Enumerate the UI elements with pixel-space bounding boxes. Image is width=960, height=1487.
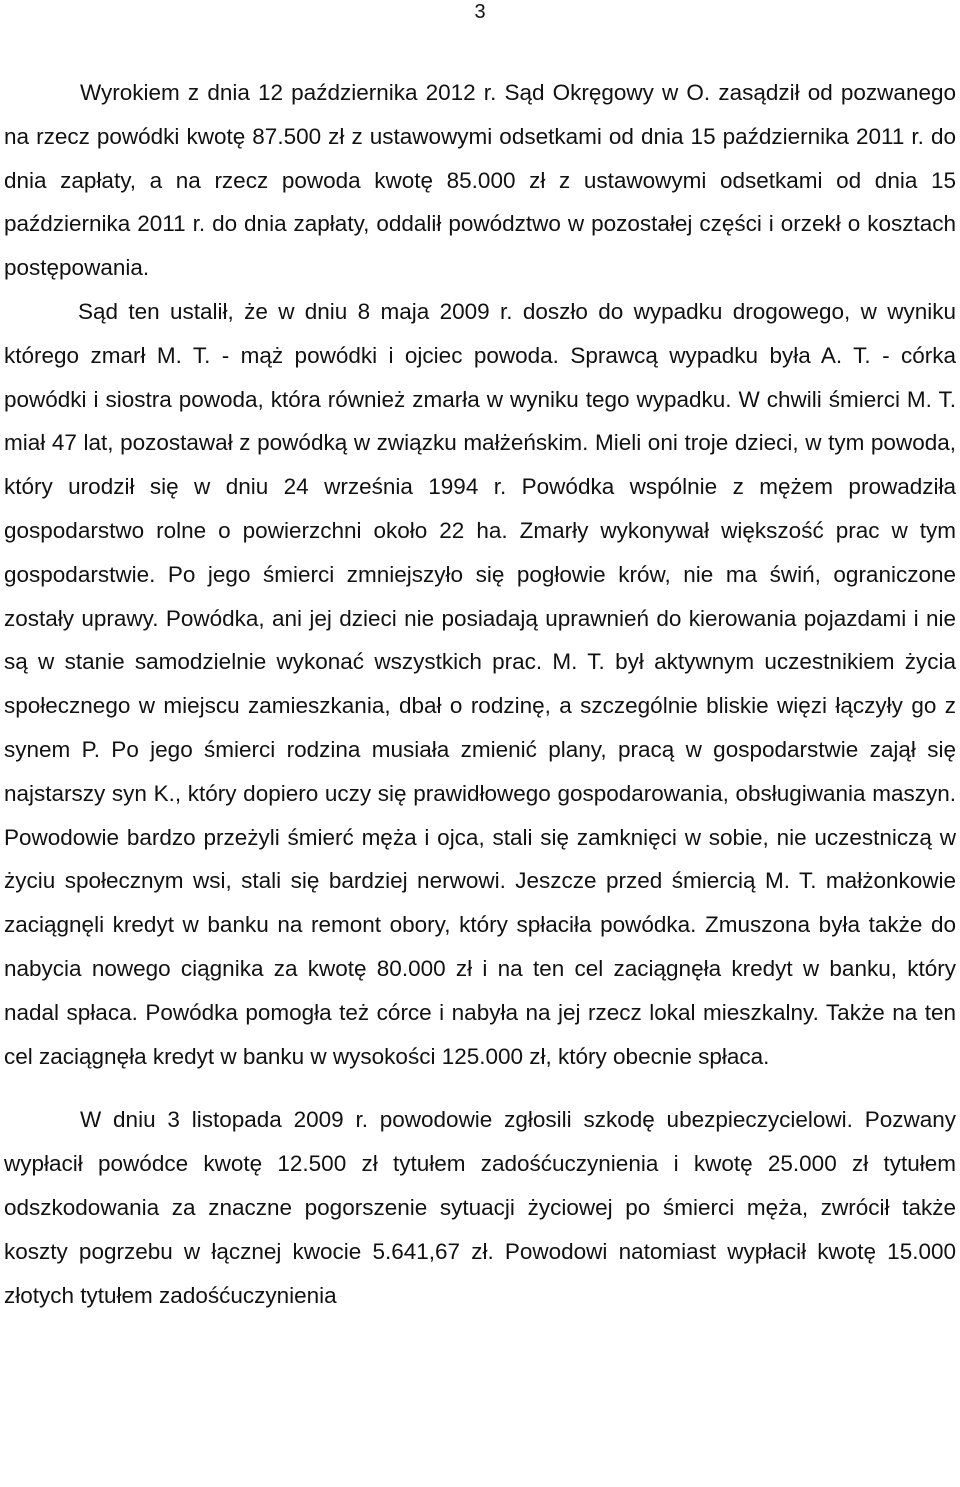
page-number: 3 xyxy=(474,1,486,23)
paragraph-judgment: Wyrokiem z dnia 12 października 2012 r. Sąd Okręgowy w O. zasądził od pozwanego na rzecz powódki kwotę 87.500 zł z ustawowymi odsetkami od dnia 15 października 2011 r. do dnia zapłaty, a na rzecz powoda kwotę 85.000 zł z ustawowymi odsetkami od dnia 15 października 2011 r. do dnia zapłaty, oddalił powództwo w pozostałej części i orzekł o kosztach postępowania. xyxy=(4,80,956,281)
paragraph-findings: Sąd ten ustalił, że w dniu 8 maja 2009 r. doszło do wypadku drogowego, w wyniku którego zmarł M. T. - mąż powódki i ojciec powoda. Sprawcą wypadku była A. T. - córka powódki i siostra powoda, która również zmarła w wyniku tego wypadku. W chwili śmierci M. T. miał 47 lat, pozostawał z powódką w związku małżeńskim. Mieli oni troje dzieci, w tym powoda, który urodził się w dniu 24 września 1994 r. Powódka wspólnie z mężem prowadziła gospodarstwo rolne o powierzchni około 22 ha. Zmarły wykonywał większość prac w tym gospodarstwie. Po jego śmierci zmniejszyło się pogłowie krów, nie ma świń, ograniczone zostały uprawy. Powódka, ani jej dzieci nie posiadają uprawnień do kierowania pojazdami i nie są w stanie samodzielnie wykonać wszystkich prac. M. T. był aktywnym uczestnikiem życia społecznego w miejscu zamieszkania, dbał o rodzinę, a szczególnie bliskie więzi łączyły go z synem P. Po jego śmierci rodzina musiała zmienić plany, pracą w gospodarstwie zajął się najstarszy syn K., który dopiero uczy się prawidłowego gospodarowania, obsługiwania maszyn. Powodowie bardzo przeżyli śmierć męża i ojca, stali się zamknięci w sobie, nie uczestniczą w życiu społecznym wsi, stali się bardziej nerwowi. Jeszcze przed śmiercią M. T. małżonkowie zaciągnęli kredyt w banku na remont obory, który spłaciła powódka. Zmuszona była także do nabycia nowego ciągnika za kwotę 80.000 zł i na ten cel zaciągnęła kredyt w banku, który nadal spłaca. Powódka pomogła też córce i nabyła na jej rzecz lokal mieszkalny. Także na ten cel zaciągnęła kredyt w banku w wysokości 125.000 zł, który obecnie spłaca. xyxy=(4,298,956,1069)
document-body xyxy=(4,71,956,1317)
paragraph-claim: W dniu 3 listopada 2009 r. powodowie zgłosili szkodę ubezpieczycielowi. Pozwany wypłacił powódce kwotę 12.500 zł tytułem zadośćuczynienia i kwotę 25.000 zł tytułem odszkodowania za znaczne pogorszenie sytuacji życiowej po śmierci męża, zwrócił także koszty pogrzebu w łącznej kwocie 5.641,67 zł. Powodowi natomiast wypłacił kwotę 15.000 złotych tytułem zadośćuczynienia xyxy=(4,1107,956,1308)
